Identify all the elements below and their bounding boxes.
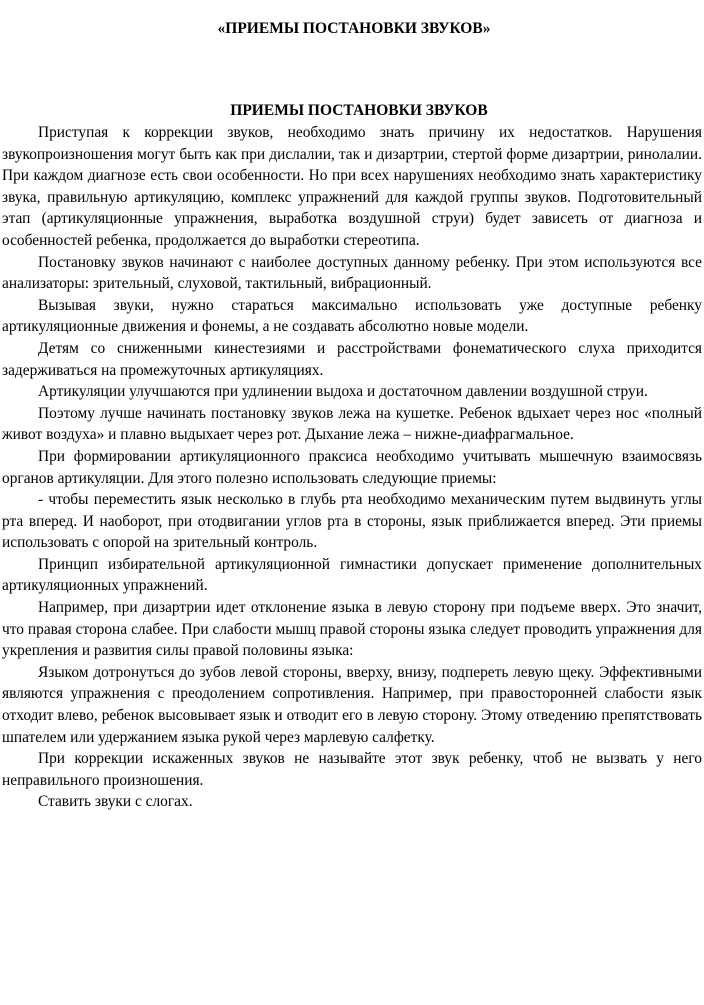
paragraph-selective-gymnastics: Принцип избирательной артикуляционной гимнастики допускает применение дополнительных артикуляционных упражнений. bbox=[2, 555, 702, 595]
paragraph-syllables: Ставить звуки с слогах. bbox=[38, 793, 193, 811]
paragraph-exercises: Языком дотронуться до зубов левой стороны, вверху, внизу, подпереть левую щеку. Эффективными являются упражнения с преодолением сопротивления. Например, при правосторонней слабости язык отходит влево, ребенок высовывает язык и отводит его в левую сторону. Этому отведению препятствовать шпателем или удержанием языка рукой через марлевую салфетку. bbox=[2, 663, 702, 746]
paragraph-lying-position: Поэтому лучше начинать постановку звуков лежа на кушетке. Ребенок вдыхает через нос «полный живот воздуха» и плавно выдыхает через рот. Дыхание лежа – нижне-диафрагмальное. bbox=[2, 404, 702, 444]
paragraph-techniques: - чтобы переместить язык несколько в глубь рта необходимо механическим путем выдвинуть углы рта вперед. И наоборот, при отодвигании углов рта в стороны, язык приближается вперед. Эти приемы использовать с опорой на зрительный контроль. bbox=[2, 491, 702, 552]
paragraph-distorted-sounds: При коррекции искаженных звуков не называйте этот звук ребенку, чтоб не вызвать у него неправильного произношения. bbox=[2, 750, 702, 789]
paragraph-praxis: При формировании артикуляционного праксиса необходимо учитывать мышечную взаимосвязь органов артикуляции. Для этого полезно использовать следующие приемы: bbox=[2, 447, 702, 487]
paragraph-dysarthria-example: Например, при дизартрии идет отклонение языка в левую сторону при подъеме вверх. Это значит, что правая сторона слабее. При слабости мышц правой стороны языка следует проводить упражнения для укрепления и развития силы правой половины языка: bbox=[2, 599, 702, 660]
paragraph-available-movements: Вызывая звуки, нужно стараться максимально использовать уже доступные ребенку артикуляционные движения и фонемы, а не создавать абсолютно новые модели. bbox=[2, 296, 702, 336]
paragraph-exhalation: Артикуляции улучшаются при удлинении выдоха и достаточном давлении воздушной струи. bbox=[38, 383, 648, 401]
document-header-title: «ПРИЕМЫ ПОСТАНОВКИ ЗВУКОВ» bbox=[217, 20, 491, 37]
document-body bbox=[0, 122, 704, 813]
paragraph-analyzers: Постановку звуков начинают с наиболее доступных данному ребенку. При этом используются все анализаторы: зрительный, слуховой, тактильный, вибрационный. bbox=[2, 253, 702, 293]
section-title: ПРИЕМЫ ПОСТАНОВКИ ЗВУКОВ bbox=[230, 102, 488, 119]
paragraph-intro: Приступая к коррекции звуков, необходимо знать причину их недостатков. Нарушения звукопроизношения могут быть как при дислалии, так и дизартрии, стертой форме дизартрии, ринолалии. При каждом диагнозе есть свои особенности. Но при всех нарушениях необходимо знать характеристику звука, правильную артикуляцию, комплекс упражнений для каждой группы звуков. Подготовительный этап (артикуляционные упражнения, выработка воздушной струи) будет зависеть от диагноза и особенностей ребенка, продолжается до выработки стереотипа. bbox=[2, 124, 702, 249]
paragraph-kinesthesia: Детям со сниженными кинестезиями и расстройствами фонематического слуха приходится задерживаться на промежуточных артикуляциях. bbox=[2, 339, 702, 379]
